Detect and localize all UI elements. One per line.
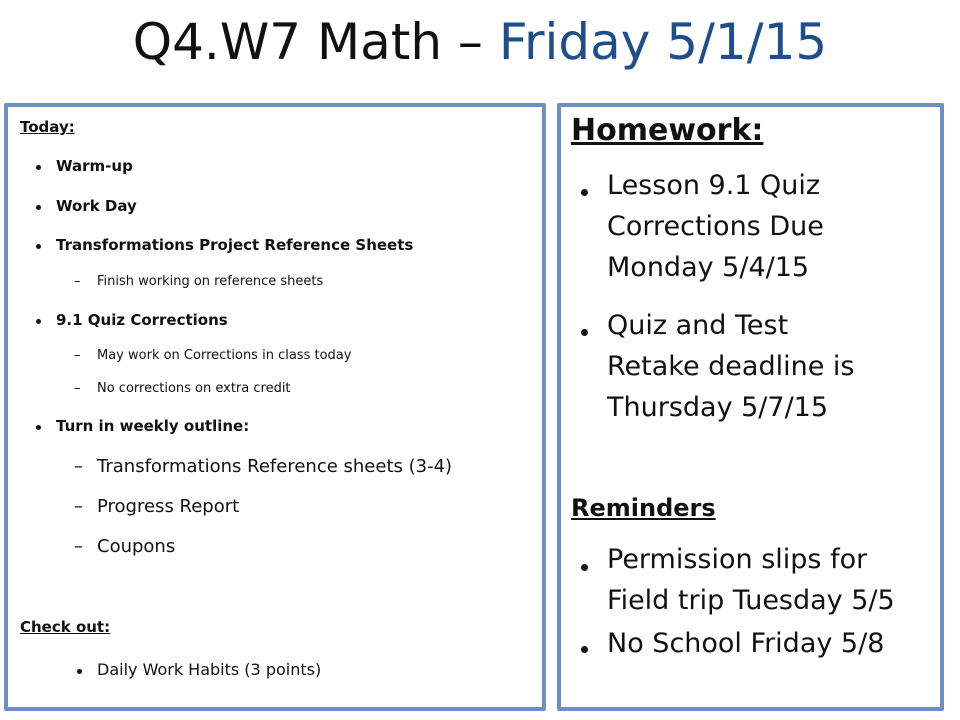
- homework-item-1-line-1: Lesson 9.1 Quiz: [607, 170, 821, 201]
- homework-item-2-line-3: Thursday 5/7/15: [607, 392, 829, 423]
- dash-icon: –: [74, 274, 81, 289]
- bullet-icon: [36, 205, 41, 210]
- agenda-subitem: Coupons: [97, 536, 176, 557]
- homework-item-1-line-3: Monday 5/4/15: [607, 252, 810, 283]
- agenda-subitem: May work on Corrections in class today: [97, 348, 352, 363]
- bullet-icon: [581, 189, 588, 196]
- agenda-item-quiz: 9.1 Quiz Corrections: [56, 311, 228, 329]
- reminder-item-2: No School Friday 5/8: [607, 628, 885, 659]
- dash-icon: –: [74, 456, 83, 477]
- checkout-heading: Check out:: [20, 618, 111, 636]
- dash-icon: –: [74, 381, 81, 396]
- agenda-item-warmup: Warm-up: [56, 157, 133, 175]
- homework-item-2-line-1: Quiz and Test: [607, 310, 789, 341]
- agenda-subitem: Finish working on reference sheets: [97, 274, 324, 289]
- homework-item-2-line-2: Retake deadline is: [607, 351, 855, 382]
- bullet-icon: [36, 165, 41, 170]
- bullet-icon: [77, 669, 82, 674]
- bullet-icon: [581, 329, 588, 336]
- checkout-item: Daily Work Habits (3 points): [97, 660, 322, 679]
- bullet-icon: [36, 244, 41, 249]
- homework-heading: Homework:: [571, 113, 764, 148]
- agenda-item-workday: Work Day: [56, 197, 137, 215]
- bullet-icon: [581, 646, 588, 653]
- reminder-item-1-line-1: Permission slips for: [607, 544, 868, 575]
- agenda-subitem: Transformations Reference sheets (3-4): [97, 456, 453, 477]
- reminder-item-1-line-2: Field trip Tuesday 5/5: [607, 585, 895, 616]
- agenda-item-transformations: Transformations Project Reference Sheets: [56, 236, 414, 254]
- dash-icon: –: [74, 348, 81, 363]
- agenda-subitem: Progress Report: [97, 496, 240, 517]
- agenda-item-turn-in: Turn in weekly outline:: [56, 417, 250, 435]
- title-main: Q4.W7 Math –: [132, 13, 499, 71]
- agenda-subitem: No corrections on extra credit: [97, 381, 291, 396]
- bullet-icon: [36, 425, 41, 430]
- reminders-heading: Reminders: [571, 494, 716, 522]
- dash-icon: –: [74, 496, 83, 517]
- title-date: Friday 5/1/15: [498, 13, 828, 71]
- bullet-icon: [36, 319, 41, 324]
- homework-item-1-line-2: Corrections Due: [607, 211, 824, 242]
- slide-title: [0, 10, 960, 74]
- today-heading: Today:: [20, 118, 75, 136]
- dash-icon: –: [74, 536, 83, 557]
- bullet-icon: [581, 564, 588, 571]
